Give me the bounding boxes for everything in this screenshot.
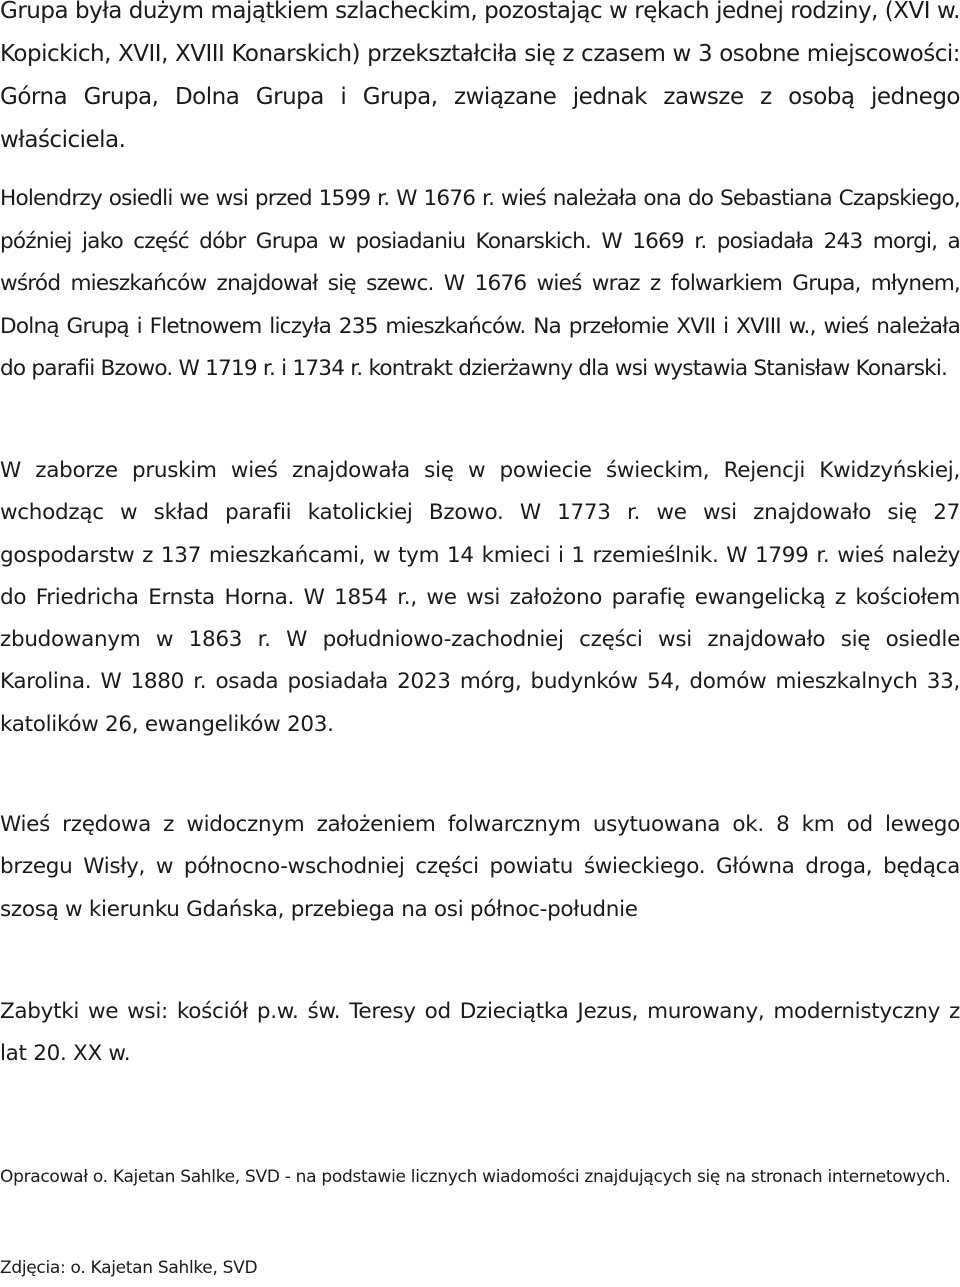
paragraph-history-estate: Grupa była dużym majątkiem szlacheckim, pozostając w rękach jednej rodziny, (XVI w. Kopickich, XVII, XVIII Konarskich) przekształciła się z czasem w 3 osobne miejscowości: Górna Grupa, Dolna Grupa i Grupa, związane jednak zawsze z osobą jednego właściciela. — [0, 0, 960, 153]
paragraph-dutch-settlers: Holendrzy osiedli we wsi przed 1599 r. W 1676 r. wieś należała ona do Sebastiana Czapskiego, później jako część dóbr Grupa w posiadaniu Konarskich. W 1669 r. posiadała 243 morgi, a wśród mieszkańców znajdował się szewc. W 1676 wieś wraz z folwarkiem Grupa, młynem, Dolną Grupą i Fletnowem liczyła 235 mieszkańców. Na przełomie XVII i XVIII w., wieś należała do parafii Bzowo. W 1719 r. i 1734 r. kontrakt dzierżawny dla wsi wystawia Stanisław Konarski. — [0, 186, 960, 381]
paragraph-monuments: Zabytki we wsi: kościół p.w. św. Teresy od Dzieciątka Jezus, murowany, modernistyczny z lat 20. XX w. — [0, 999, 960, 1067]
photo-credit: Zdjęcia: o. Kajetan Sahlke, SVD — [0, 1258, 258, 1278]
author-note: Opracował o. Kajetan Sahlke, SVD - na podstawie licznych wiadomości znajdujących się na stronach internetowych. — [0, 1167, 951, 1187]
paragraph-village-layout: Wieś rzędowa z widocznym założeniem folwarcznym usytuowana ok. 8 km od lewego brzegu Wisły, w północno-wschodniej części powiatu świeckiego. Główna droga, będąca szosą w kierunku Gdańska, przebiega na osi północ-południe — [0, 812, 960, 922]
paragraph-prussian-partition: W zaborze pruskim wieś znajdowała się w powiecie świeckim, Rejencji Kwidzyńskiej, wchodząc w skład parafii katolickiej Bzowo. W 1773 r. we wsi znajdowało się 27 gospodarstw z 137 mieszkańcami, w tym 14 kmieci i 1 rzemieślnik. W 1799 r. wieś należy do Friedricha Ernsta Horna. W 1854 r., we wsi założono parafię ewangelicką z kościołem zbudowanym w 1863 r. W południowo-zachodniej części wsi znajdowało się osiedle Karolina. W 1880 r. osada posiadała 2023 mórg, budynków 54, domów mieszkalnych 33, katolików 26, ewangelików 203. — [0, 458, 960, 737]
